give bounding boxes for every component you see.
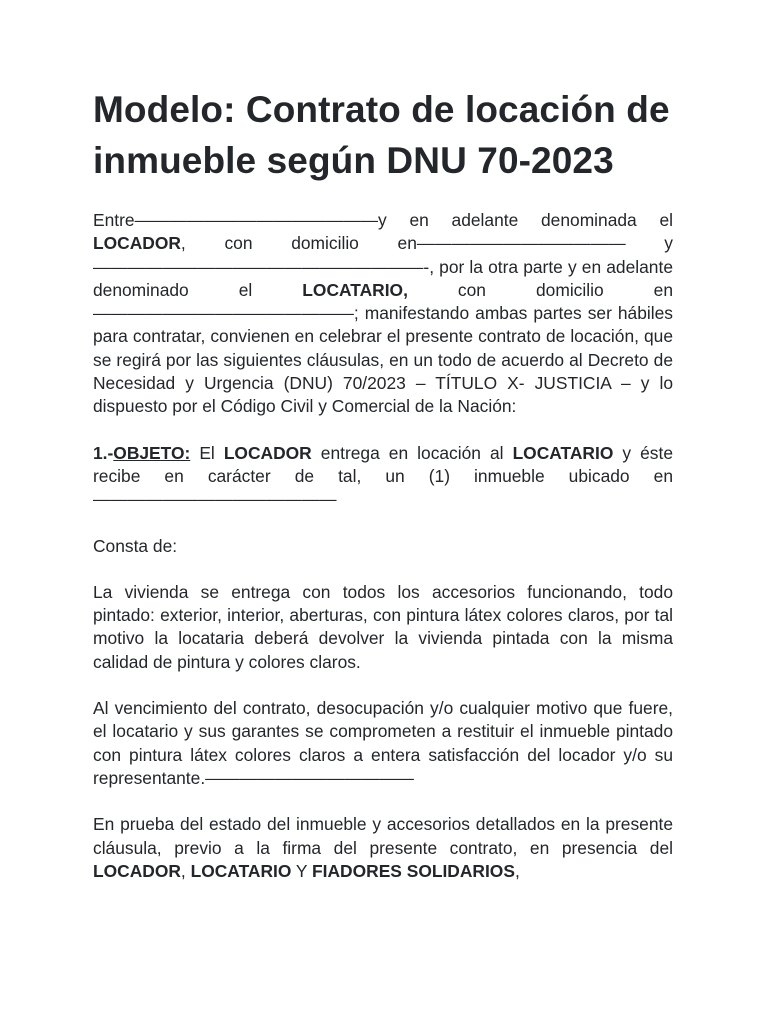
vencimiento-text: Al vencimiento del contrato, desocupación y/o cualquier motivo que fuere, el locatario y sus garantes se comprometen a restituir el inmueble pintado con pintura látex colores claros a entera satisfacción del locador y/o su representante. [93, 698, 673, 788]
separator-comma: , [180, 860, 191, 881]
intro-text-6: con domicilio en [407, 279, 673, 300]
document-title: Modelo: Contrato de locación de inmueble según DNU 70-2023 [93, 89, 670, 181]
blank-line-3: ——————————————————— [93, 256, 424, 277]
clause-text-2: entrega en locación al [311, 442, 513, 463]
blank-line-address: —————————————— [93, 489, 337, 510]
intro-paragraph [93, 209, 673, 419]
blank-line-signature: ———————————— [205, 767, 414, 788]
conjunction-y: Y [291, 860, 313, 881]
intro-text-4: y [625, 233, 673, 254]
locador-term: LOCADOR [223, 442, 312, 463]
consta-paragraph: Consta de: [93, 535, 178, 556]
clause-1-paragraph [93, 442, 673, 512]
blank-line-4: ——————————————— [93, 303, 354, 324]
fiadores-term: FIADORES SOLIDARIOS [312, 860, 515, 881]
blank-line-2: ———————————— [416, 233, 626, 254]
vivienda-paragraph: La vivienda se entrega con todos los accesorios funcionando, todo pintado: exterior, interior, aberturas, con pintura látex colores claros, por tal motivo la locataria deberá devolver la vivienda pintada con la misma calidad de pintura y colores claros. [93, 581, 673, 672]
clause-text-1: El [190, 442, 224, 463]
clause-heading: OBJETO: [113, 442, 191, 463]
locatario-term: LOCATARIO [190, 860, 292, 881]
blank-line-1: —————————————— [134, 210, 379, 230]
intro-text-2: y en adelante denominada el [378, 210, 673, 230]
clause-number: 1.- [93, 442, 114, 463]
intro-text-3: , con domicilio en [180, 233, 417, 254]
document-page [93, 84, 673, 883]
clause-text-3: y éste recibe en carácter de tal, un (1) inmueble ubicado en [93, 442, 673, 486]
intro-text-7: ; manifestando ambas partes ser hábiles para contratar, convienen en celebrar el presente contrato de locación, que se regirá por las siguientes cláusulas, en un todo de acuerdo al Decreto de Necesidad y Urgencia (DNU) 70/2023 – TÍTULO X- JUSTICIA – y lo dispuesto por el Código Civil y Comercial de la Nación: [93, 303, 673, 417]
locatario-term: LOCATARIO [512, 442, 614, 463]
locatario-term: LOCATARIO, [302, 279, 408, 300]
prueba-text: En prueba del estado del inmueble y accesorios detallados en la presente cláusula, previo a la firma del presente contrato, en presencia del [93, 814, 673, 858]
locador-term: LOCADOR [93, 233, 181, 254]
intro-text-5: -, por la otra parte y en adelante denominado el [93, 256, 673, 300]
locador-term: LOCADOR [93, 860, 181, 881]
vencimiento-paragraph [93, 697, 673, 790]
intro-text-1: Entre [93, 210, 135, 230]
prueba-paragraph [93, 813, 673, 883]
trailing-comma: , [514, 860, 520, 881]
